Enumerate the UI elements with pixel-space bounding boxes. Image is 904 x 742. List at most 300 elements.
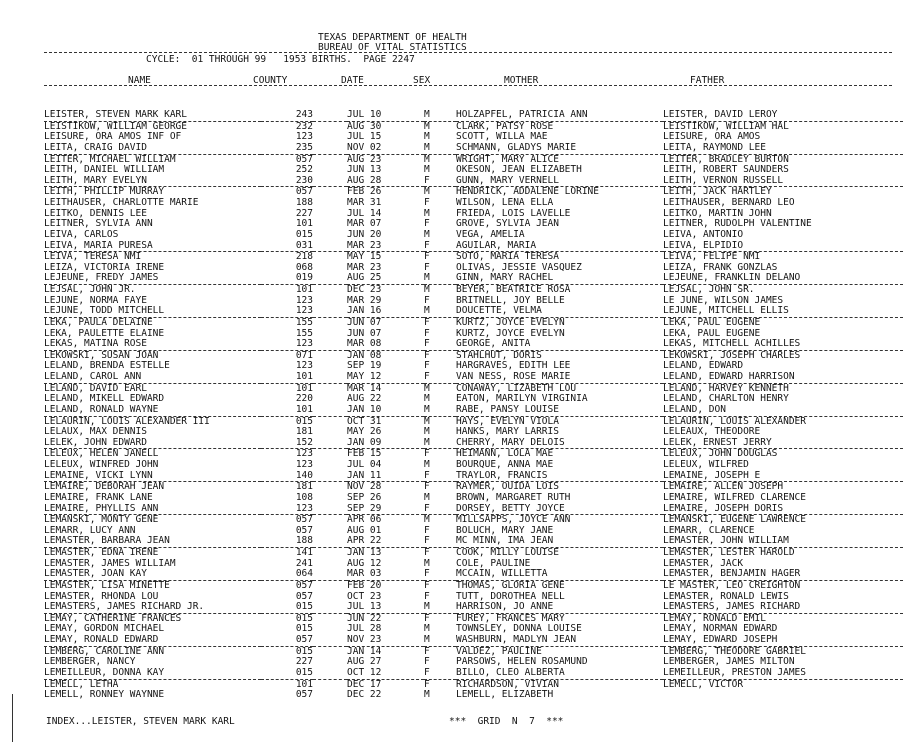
header-rule-top	[44, 52, 892, 53]
record-date: DEC 22	[347, 690, 382, 701]
column-spacer	[313, 154, 347, 165]
record-name: LEMEILLEUR, DONNA KAY	[44, 668, 261, 679]
record-father: LEMAINE, JOSEPH E	[663, 471, 903, 482]
record-date: OCT 12	[347, 668, 424, 679]
record-sex: F	[424, 219, 430, 230]
record-father: LEMAY, NORMAN EDWARD	[663, 624, 778, 635]
record-mother: RAYMER, OUIDA LOIS	[456, 481, 559, 493]
record-father: LEMBERG, THEODORE GABRIEL	[663, 646, 806, 657]
record-date: JAN 11	[347, 471, 424, 482]
record-mother: MCCAIN, WILLETTA	[456, 569, 663, 580]
record-name: LEMASTER, BARBARA JEAN	[44, 536, 261, 547]
record-sex: M	[424, 690, 430, 701]
record-sex: F	[424, 295, 430, 306]
record-row	[44, 198, 903, 209]
record-mother: TRAYLOR, FRANCIS	[456, 471, 663, 482]
record-county: 220	[295, 394, 313, 405]
record-name: LEMAIRE, DEBORAH JEAN	[44, 481, 165, 493]
record-date: JUL 13	[347, 602, 424, 613]
record-sex: M	[424, 558, 430, 569]
record-mother: RABE, PANSY LOUISE	[456, 405, 663, 416]
column-spacer	[313, 230, 347, 241]
column-spacer	[313, 569, 347, 580]
record-father: LEMAY, EDWARD JOSEPH	[663, 635, 903, 646]
record-mother: THOMAS, GLORIA GENE	[456, 580, 565, 591]
record-name: LEMASTER, LISA MINETTE	[44, 580, 170, 591]
record-father: LELEUX, JOHN DOUGLAS	[663, 448, 778, 460]
record-sex: F	[424, 481, 430, 493]
column-spacer	[313, 273, 347, 284]
record-name: LEMAY, CATHERINE FRANCES	[44, 613, 182, 624]
column-spacer	[313, 416, 347, 427]
record-mother: CLARK, PATSY ROSE	[456, 121, 554, 132]
record-father: LEMAIRE, WILFRED CLARENCE	[663, 492, 806, 503]
record-county: 101	[295, 383, 313, 394]
record-father: LEJSAL, JOHN SR.	[663, 284, 755, 295]
record-mother: HANKS, MARY LARRIS	[456, 427, 559, 438]
record-county: 015	[295, 613, 313, 624]
record-date: MAR 03	[347, 569, 424, 580]
record-name: LEJUNE, NORMA FAYE	[44, 295, 147, 306]
record-father: LEKA, PAUL EUGENE	[663, 317, 761, 328]
record-name: LELAURIN, LOUIS ALEXANDER III	[44, 416, 210, 427]
record-date: JUN 22	[347, 613, 382, 624]
record-sex: F	[424, 525, 430, 536]
record-name: LEMAY, GORDON MICHAEL	[44, 624, 165, 635]
record-row	[44, 548, 903, 559]
record-sex: F	[424, 251, 430, 263]
record-father: LELAURIN, LOUIS ALEXANDER	[663, 416, 806, 427]
index-line: INDEX...LEISTER, STEVEN MARK KARL	[46, 716, 235, 727]
column-spacer	[313, 198, 347, 209]
record-county: 230	[261, 176, 313, 187]
record-mother: SCOTT, WILLA MAE	[456, 132, 548, 143]
record-mother: TUTT, DOROTHEA NELL	[456, 591, 565, 602]
record-father: LEMELL, VICTOR	[663, 679, 744, 690]
record-row	[44, 230, 903, 241]
record-mother: VALDEZ, PAULINE	[456, 646, 542, 657]
record-father: LELAND, CHARLTON HENRY	[663, 394, 789, 405]
record-county: 057	[295, 154, 313, 165]
record-sex: M	[424, 383, 430, 394]
column-spacer	[313, 559, 347, 570]
record-row	[44, 405, 903, 416]
record-name: LEKOWSKI, SUSAN JOAN	[44, 350, 159, 361]
record-date: OCT 23	[347, 591, 382, 602]
record-sex: F	[424, 339, 456, 350]
record-sex: M	[424, 284, 430, 295]
record-sex: F	[424, 361, 430, 372]
record-name: LEMASTER, JOAN KAY	[44, 569, 261, 580]
record-row	[44, 241, 903, 252]
record-row	[44, 536, 903, 547]
record-county: 057	[295, 525, 313, 536]
record-father: LEITNER, RUDOLPH VALENTINE	[663, 219, 812, 230]
column-header-father: FATHER	[690, 75, 725, 86]
record-mother: KURTZ, JOYCE EVELYN	[456, 317, 565, 328]
record-county: 218	[295, 251, 313, 263]
record-row	[44, 592, 903, 603]
record-row	[44, 493, 903, 504]
record-county: 181	[295, 427, 313, 438]
record-father: LEITER, BRADLEY BURTON	[663, 154, 789, 165]
record-father: LEITH, VERNON RUSSELL	[663, 176, 903, 187]
record-date: NOV 28	[347, 481, 382, 493]
column-spacer	[313, 110, 347, 121]
record-name: LEISURE, ORA AMOS INF OF	[44, 132, 182, 143]
record-sex: F	[424, 448, 430, 460]
record-sex: M	[424, 143, 456, 154]
column-spacer	[313, 536, 347, 547]
column-spacer	[313, 329, 347, 340]
record-county: 057	[295, 186, 313, 198]
record-county: 057	[295, 591, 313, 602]
record-mother: HENDRICK, ADDALENE LORINE	[456, 186, 599, 198]
record-row	[44, 657, 903, 668]
record-sex: M	[424, 514, 430, 526]
record-name: LEMARR, LUCY ANN	[44, 525, 136, 536]
record-mother: DOUCETTE, VELMA	[456, 306, 663, 317]
document-title: TEXAS DEPARTMENT OF HEALTH	[318, 32, 467, 43]
record-name: LEMELL, LETHA	[44, 679, 119, 690]
column-header-name: NAME	[128, 75, 151, 86]
record-father: LEITHAUSER, BERNARD LEO	[663, 198, 795, 208]
column-header-sex: SEX	[413, 75, 431, 86]
record-row	[44, 602, 903, 613]
record-date: MAR 29	[347, 295, 382, 306]
record-date: AUG 22	[347, 394, 382, 405]
record-mother: WRIGHT, MARY ALICE	[456, 154, 559, 165]
column-spacer	[313, 339, 347, 350]
record-date: JUN 20	[347, 229, 382, 240]
record-father: LEJEUNE, FRANKLIN DELANO	[663, 273, 903, 284]
record-father: LEMASTER, BENJAMIN HAGER	[663, 569, 903, 580]
record-county: 243	[261, 110, 313, 121]
record-mother: BEYER, BEATRICE ROSA	[456, 284, 571, 295]
record-mother: FRIEDA, LOIS LAVELLE	[456, 208, 571, 219]
column-spacer	[313, 624, 347, 635]
record-father: LEMAY, RONALD EMIL	[663, 613, 766, 624]
record-name: LELAUX, MAX DENNIS	[44, 427, 147, 438]
column-header-date: DATE	[341, 75, 364, 86]
record-mother: GUNN, MARY VERNELL	[456, 176, 663, 187]
record-row	[44, 438, 903, 449]
record-mother: FUREY, FRANCES MARY	[456, 613, 565, 624]
record-sex: F	[424, 262, 430, 273]
record-row	[44, 110, 903, 121]
column-spacer	[313, 592, 347, 603]
record-row	[44, 187, 903, 198]
record-date: MAY 12	[347, 372, 424, 383]
record-sex: M	[424, 624, 430, 635]
record-date: JUN 07	[347, 317, 382, 328]
record-date: AUG 12	[347, 558, 382, 569]
record-date: JAN 14	[347, 646, 382, 657]
record-county: 057	[261, 635, 313, 646]
record-row	[44, 285, 903, 296]
record-sex: M	[424, 121, 430, 132]
record-row	[44, 482, 903, 493]
record-father: LELAND, EDWARD	[663, 361, 744, 372]
record-date: JAN 08	[347, 350, 382, 361]
record-row	[44, 372, 903, 383]
record-name: LEITA, CRAIG DAVID	[44, 143, 261, 154]
record-row	[44, 329, 903, 340]
record-county: 123	[295, 295, 313, 306]
record-date: SEP 29	[347, 504, 424, 515]
record-row	[44, 317, 903, 328]
record-name: LEIVA, TERESA NMI	[44, 251, 142, 263]
record-sex: F	[424, 471, 456, 482]
record-county: 015	[295, 416, 313, 427]
record-father: LEMASTERS, JAMES RICHARD	[663, 602, 903, 613]
record-county: 140	[261, 471, 313, 482]
record-sex: F	[424, 241, 456, 252]
record-mother: BOLUCH, MARY JANE	[456, 525, 554, 536]
column-spacer	[313, 187, 347, 198]
column-spacer	[313, 515, 347, 526]
record-county: 031	[261, 241, 313, 252]
record-name: LEJSAL, JOHN JR.	[44, 284, 136, 295]
record-mother: VEGA, AMELIA	[456, 229, 525, 240]
record-name: LEISTER, STEVEN MARK KARL	[44, 110, 261, 121]
record-row	[44, 580, 903, 591]
record-row	[44, 219, 903, 230]
record-county: 015	[261, 668, 313, 679]
record-date: AUG 27	[347, 657, 382, 668]
record-father: LEMASTER, JOHN WILLIAM	[663, 536, 903, 547]
record-father: LELEAUX, THEODORE	[663, 427, 761, 438]
record-father: LEITKO, MARTIN JOHN	[663, 208, 772, 219]
record-date: AUG 25	[347, 273, 424, 284]
record-father: LEMAIRE, ALLEN JOSEPH	[663, 481, 784, 493]
column-spacer	[313, 504, 347, 515]
record-sex: M	[424, 416, 430, 427]
record-date: JUL 15	[347, 132, 382, 143]
record-mother: WASHBURN, MADLYN JEAN	[456, 635, 663, 646]
record-name: LEMASTERS, JAMES RICHARD JR.	[44, 602, 261, 613]
column-spacer	[313, 296, 347, 307]
record-mother: LEMELL, ELIZABETH	[456, 690, 554, 701]
record-date: JAN 09	[347, 438, 424, 449]
record-row	[44, 361, 903, 372]
record-mother: VAN NESS, ROSE MARIE	[456, 372, 663, 383]
record-date: MAR 31	[347, 198, 382, 208]
record-father: LEMARR, CLARENCE	[663, 525, 755, 536]
record-sex: F	[424, 350, 430, 361]
record-sex: M	[424, 186, 430, 198]
record-row	[44, 690, 903, 701]
record-date: JUN 13	[347, 165, 382, 176]
record-mother: WILSON, LENA ELLA	[456, 198, 554, 208]
record-name: LEMBERGER, NANCY	[44, 657, 136, 668]
record-date: JUL 10	[347, 110, 424, 121]
record-mother: CHERRY, MARY DELOIS	[456, 438, 663, 449]
record-row	[44, 646, 903, 657]
record-sex: F	[424, 679, 430, 690]
record-name: LEITKO, DENNIS LEE	[44, 208, 147, 219]
record-father: LEMANSKI, EUGENE LAWRENCE	[663, 514, 806, 526]
record-name: LEITNER, SYLVIA ANN	[44, 219, 153, 230]
record-sex: F	[424, 657, 430, 668]
column-header-mother: MOTHER	[504, 75, 539, 86]
column-spacer	[313, 690, 347, 701]
record-sex: M	[424, 154, 430, 165]
record-date: JUN 07	[347, 328, 382, 339]
record-sex: F	[424, 547, 430, 558]
record-sex: M	[424, 405, 456, 416]
record-row	[44, 165, 903, 176]
record-row	[44, 569, 903, 580]
column-spacer	[313, 285, 347, 296]
record-father: LEIVA, ANTONIO	[663, 229, 744, 240]
grid-indicator: *** GRID N 7 ***	[449, 716, 564, 727]
record-date: DEC 23	[347, 284, 382, 295]
record-county: 101	[295, 219, 313, 230]
record-county: 101	[261, 405, 313, 416]
record-mother: STAHLHUT, DORIS	[456, 350, 542, 361]
record-row	[44, 460, 903, 471]
record-name: LEIZA, VICTORIA IRENE	[44, 262, 165, 273]
record-county: 152	[261, 438, 313, 449]
record-county: 068	[295, 262, 313, 273]
record-mother: COOK, MILLY LOUISE	[456, 547, 559, 558]
column-spacer	[313, 241, 347, 252]
record-sex: F	[424, 591, 430, 602]
record-county: 057	[295, 514, 313, 526]
record-county: 141	[295, 547, 313, 558]
record-mother: GINN, MARY RACHEL	[456, 273, 663, 284]
column-spacer	[313, 317, 347, 328]
record-mother: HOLZAPFEL, PATRICIA ANN	[456, 110, 663, 121]
record-row	[44, 668, 903, 679]
column-header-county: COUNTY	[253, 75, 288, 86]
record-sex: M	[424, 132, 430, 143]
record-date: APR 06	[347, 514, 382, 526]
record-sex: F	[424, 613, 430, 624]
record-name: LEKAS, MATINA ROSE	[44, 339, 261, 350]
column-spacer	[313, 482, 347, 493]
record-county: 057	[295, 580, 313, 591]
record-mother: KURTZ, JOYCE EVELYN	[456, 328, 565, 339]
record-name: LEITHAUSER, CHARLOTTE MARIE	[44, 198, 199, 208]
record-father: LEITH, JACK HARTLEY	[663, 186, 772, 198]
record-father: LEIVA, FELIPE NMI	[663, 251, 761, 263]
record-mother: TOWNSLEY, DONNA LOUISE	[456, 624, 582, 635]
record-date: NOV 02	[347, 143, 424, 154]
record-father: LE MASTER, LEO CREIGHTON	[663, 580, 801, 591]
record-date: SEP 26	[347, 492, 382, 503]
column-spacer	[313, 449, 347, 460]
record-county: 015	[295, 646, 313, 657]
record-date: JUL 14	[347, 208, 382, 219]
column-spacer	[313, 438, 347, 449]
record-county: 015	[261, 602, 313, 613]
record-name: LELEK, JOHN EDWARD	[44, 438, 261, 449]
column-spacer	[313, 405, 347, 416]
column-spacer	[313, 580, 347, 591]
record-row	[44, 394, 903, 405]
record-row	[44, 613, 903, 624]
record-row	[44, 635, 903, 646]
record-date: MAY 26	[347, 427, 382, 438]
record-father: LEKOWSKI, JOSEPH CHARLES	[663, 350, 801, 361]
record-date: MAR 23	[347, 241, 424, 252]
record-sex: M	[424, 273, 456, 284]
record-county: 123	[295, 361, 313, 372]
record-date: JUL 04	[347, 460, 382, 470]
record-name: LELAND, BRENDA ESTELLE	[44, 361, 170, 372]
column-spacer	[313, 526, 347, 537]
record-name: LEKA, PAULETTE ELAINE	[44, 328, 165, 339]
record-mother: BRITNELL, JOY BELLE	[456, 295, 565, 306]
record-name: LEITH, PHILLIP MURRAY	[44, 186, 165, 198]
record-father	[663, 690, 903, 701]
column-spacer	[313, 209, 347, 220]
column-spacer	[313, 657, 347, 668]
record-name: LEITH, DANIEL WILLIAM	[44, 165, 165, 176]
column-spacer	[313, 635, 347, 646]
record-county: 101	[295, 284, 313, 295]
record-county: 057	[295, 690, 313, 701]
record-name: LEMASTER, EDNA IRENE	[44, 547, 159, 558]
record-name: LEMASTER, JAMES WILLIAM	[44, 558, 176, 569]
record-name: LEIVA, CARLOS	[44, 229, 119, 240]
column-spacer	[313, 602, 347, 613]
record-date: MAR 14	[347, 383, 382, 394]
record-name: LEITH, MARY EVELYN	[44, 176, 261, 187]
record-father: LEISURE, ORA AMOS	[663, 132, 761, 143]
record-mother: GROVE, SYLVIA JEAN	[456, 219, 559, 230]
record-row	[44, 515, 903, 526]
record-name: LEJUNE, TODD MITCHELL	[44, 306, 261, 317]
record-row	[44, 559, 903, 570]
record-mother: GEORGE, ANITA	[456, 339, 663, 350]
record-name: LEMAIRE, FRANK LANE	[44, 492, 153, 503]
record-row	[44, 296, 903, 307]
record-county: 123	[295, 448, 313, 460]
record-sex: M	[424, 492, 430, 503]
record-date: MAR 08	[347, 339, 424, 350]
record-row	[44, 504, 903, 515]
record-father: LEIVA, ELPIDIO	[663, 241, 903, 252]
record-sex: F	[424, 198, 430, 208]
record-sex: F	[424, 646, 430, 657]
record-row	[44, 427, 903, 438]
record-mother: HAYS, EVELYN VIOLA	[456, 416, 559, 427]
record-county: 123	[295, 132, 313, 143]
record-sex: M	[424, 394, 430, 405]
record-date: JUL 28	[347, 624, 382, 635]
record-sex: F	[424, 536, 456, 547]
record-mother: MC MINN, IMA JEAN	[456, 536, 663, 547]
column-spacer	[313, 394, 347, 405]
record-father: LEMASTER, JACK	[663, 558, 744, 569]
column-spacer	[313, 471, 347, 482]
record-father: LEISTER, DAVID LEROY	[663, 110, 903, 121]
record-date: JAN 16	[347, 306, 424, 317]
record-row	[44, 306, 903, 317]
record-date: JAN 13	[347, 547, 382, 558]
document-subtitle: BUREAU OF VITAL STATISTICS	[318, 42, 467, 53]
record-name: LELEUX, WINFRED JOHN	[44, 460, 159, 470]
column-spacer	[313, 372, 347, 383]
record-sex: F	[424, 668, 456, 679]
record-name: LEISTIKOW, WILLIAM GEORGE	[44, 121, 187, 132]
record-name: LEMASTER, RHONDA LOU	[44, 591, 159, 602]
record-name: LELAND, RONALD WAYNE	[44, 405, 261, 416]
record-row	[44, 252, 903, 263]
